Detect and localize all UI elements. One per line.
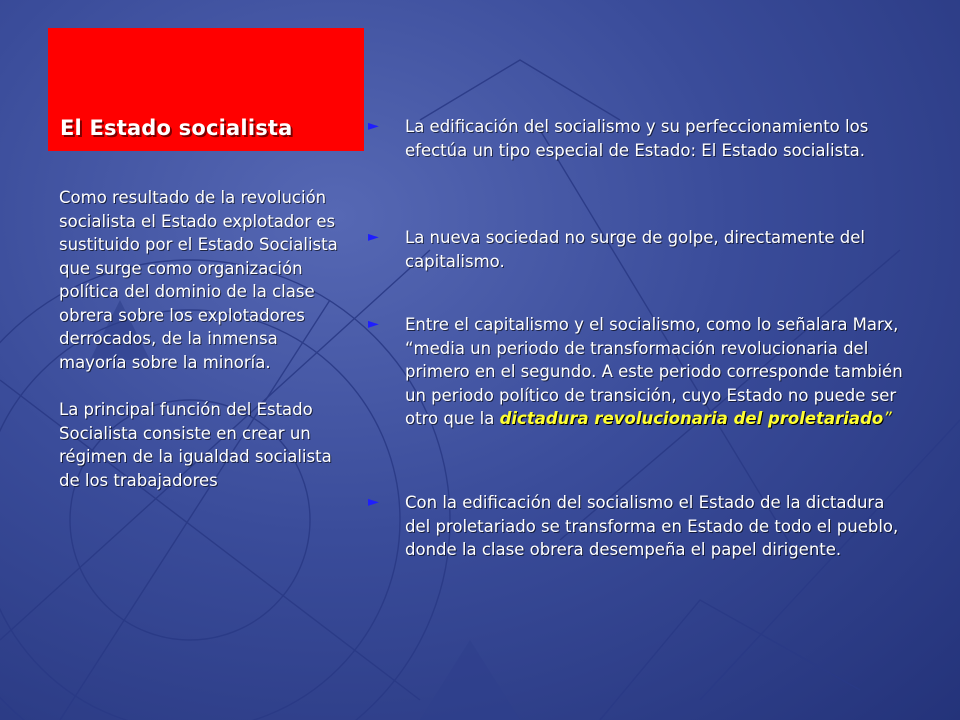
bullet-arrow-icon: ► (368, 118, 379, 134)
left-column (59, 186, 344, 492)
bullet-item-3 (368, 313, 908, 431)
bullet-item-1 (368, 115, 908, 162)
left-paragraph-1: Como resultado de la revolución socialista el Estado explotador es sustituido por el Estado Socialista que surge como organización política del dominio de la clase obrera sobre los explotadores derrocados, de la inmensa mayoría sobre la minoría. (59, 188, 338, 372)
bullet-text-3-main: Entre el capitalismo y el socialismo, como lo señalara Marx, “media un periodo de transformación revolucionaria del primero en el segundo. A este periodo corresponde también un periodo político de transición, cuyo Estado no puede ser otro que la (405, 315, 903, 428)
bullet-text-1: La edificación del socialismo y su perfeccionamiento los efectúa un tipo especial de Estado: El Estado socialista. (405, 117, 869, 160)
bullet-arrow-icon: ► (368, 229, 379, 245)
bullet-arrow-icon: ► (368, 494, 379, 510)
bullet-text-2: La nueva sociedad no surge de golpe, directamente del capitalismo. (405, 228, 865, 271)
bullet-text-4: Con la edificación del socialismo el Estado de la dictadura del proletariado se transforma en Estado de todo el pueblo, donde la clase obrera desempeña el papel dirigente. (405, 493, 899, 559)
bullet-text-3 (405, 313, 905, 431)
bullet-arrow-icon: ► (368, 316, 379, 332)
title-box (48, 28, 364, 151)
bullet-item-4 (368, 491, 908, 562)
highlighted-phrase: dictadura revolucionaria del proletariado (499, 409, 884, 428)
slide-title: El Estado socialista (60, 116, 293, 140)
bullet-item-2 (368, 226, 908, 273)
closing-quote: ” (883, 409, 892, 428)
left-paragraph-2: La principal función del Estado Socialista consiste en crear un régimen de la igualdad socialista de los trabajadores (59, 400, 332, 490)
